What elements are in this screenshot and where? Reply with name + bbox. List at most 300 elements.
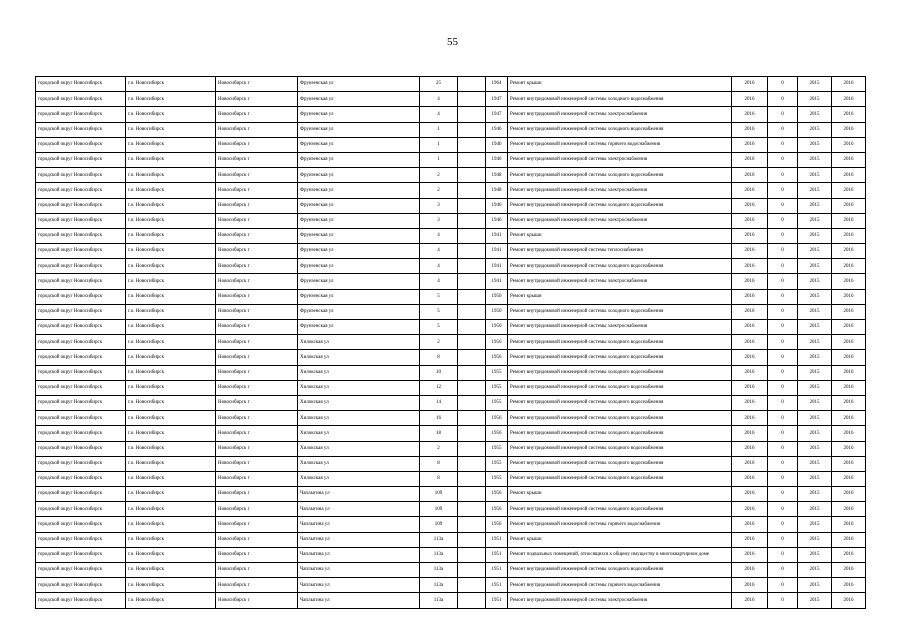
cell-street: Хилокская ул xyxy=(298,426,420,441)
cell-year-from: 2015 xyxy=(798,517,832,532)
cell-municipality: городской округ Новосибирск xyxy=(36,517,126,532)
cell-year-built: 1941 xyxy=(486,259,508,274)
cell-plan-year: 2016 xyxy=(732,487,768,502)
table-row xyxy=(36,122,866,137)
cell-building xyxy=(458,152,486,167)
table-row xyxy=(36,532,866,547)
cell-city: Новосибирск г xyxy=(216,92,298,107)
cell-work-type: Ремонт внутридомовой инженерной системы холодного водоснабжения xyxy=(508,380,732,395)
cell-municipality: городской округ Новосибирск xyxy=(36,152,126,167)
table-row xyxy=(36,395,866,410)
cell-plan-year: 2016 xyxy=(732,77,768,92)
cell-year-from: 2015 xyxy=(798,395,832,410)
cell-year-from: 2015 xyxy=(798,471,832,486)
cell-value: 0 xyxy=(768,502,798,517)
cell-year-to: 2016 xyxy=(832,122,866,137)
cell-year-to: 2016 xyxy=(832,213,866,228)
cell-street: Хилокская ул xyxy=(298,471,420,486)
cell-year-to: 2016 xyxy=(832,426,866,441)
cell-building xyxy=(458,335,486,350)
cell-district: г.о. Новосибирск xyxy=(126,152,216,167)
cell-district: г.о. Новосибирск xyxy=(126,304,216,319)
cell-work-type: Ремонт внутридомовой инженерной системы холодного водоснабжения xyxy=(508,350,732,365)
cell-street: Чаплыгина ул xyxy=(298,563,420,578)
cell-building xyxy=(458,168,486,183)
cell-house: 1 xyxy=(420,122,458,137)
cell-work-type: Ремонт крыши xyxy=(508,77,732,92)
cell-house: 113а xyxy=(420,593,458,608)
cell-year-to: 2016 xyxy=(832,411,866,426)
cell-house: 1 xyxy=(420,137,458,152)
cell-value: 0 xyxy=(768,228,798,243)
cell-house: 113а xyxy=(420,547,458,562)
cell-year-built: 1955 xyxy=(486,456,508,471)
cell-year-to: 2016 xyxy=(832,183,866,198)
cell-year-built: 1941 xyxy=(486,228,508,243)
cell-building xyxy=(458,502,486,517)
cell-building xyxy=(458,122,486,137)
cell-city: Новосибирск г xyxy=(216,563,298,578)
cell-house: 10 xyxy=(420,365,458,380)
cell-plan-year: 2016 xyxy=(732,92,768,107)
cell-house: 18 xyxy=(420,426,458,441)
cell-year-from: 2015 xyxy=(798,183,832,198)
table-row xyxy=(36,456,866,471)
cell-plan-year: 2016 xyxy=(732,547,768,562)
cell-plan-year: 2016 xyxy=(732,426,768,441)
cell-value: 0 xyxy=(768,122,798,137)
cell-district: г.о. Новосибирск xyxy=(126,471,216,486)
cell-plan-year: 2016 xyxy=(732,213,768,228)
cell-city: Новосибирск г xyxy=(216,304,298,319)
cell-year-to: 2016 xyxy=(832,365,866,380)
cell-city: Новосибирск г xyxy=(216,107,298,122)
cell-year-built: 1956 xyxy=(486,411,508,426)
cell-city: Новосибирск г xyxy=(216,137,298,152)
table-row xyxy=(36,563,866,578)
cell-street: Хилокская ул xyxy=(298,335,420,350)
cell-district: г.о. Новосибирск xyxy=(126,107,216,122)
cell-district: г.о. Новосибирск xyxy=(126,77,216,92)
cell-city: Новосибирск г xyxy=(216,350,298,365)
cell-house: 2 xyxy=(420,183,458,198)
table-row xyxy=(36,198,866,213)
table-row xyxy=(36,578,866,593)
cell-work-type: Ремонт внутридомовой инженерной системы электроснабжения xyxy=(508,183,732,198)
cell-municipality: городской округ Новосибирск xyxy=(36,183,126,198)
cell-year-built: 1950 xyxy=(486,304,508,319)
cell-year-to: 2016 xyxy=(832,395,866,410)
cell-year-from: 2015 xyxy=(798,213,832,228)
cell-street: Фрунзенская ул xyxy=(298,77,420,92)
cell-value: 0 xyxy=(768,547,798,562)
table-row xyxy=(36,228,866,243)
cell-municipality: городской округ Новосибирск xyxy=(36,441,126,456)
table-row xyxy=(36,593,866,608)
cell-city: Новосибирск г xyxy=(216,122,298,137)
cell-building xyxy=(458,380,486,395)
cell-year-built: 1946 xyxy=(486,122,508,137)
cell-city: Новосибирск г xyxy=(216,593,298,608)
cell-building xyxy=(458,320,486,335)
table-row xyxy=(36,471,866,486)
cell-work-type: Ремонт внутридомовой инженерной системы холодного водоснабжения xyxy=(508,122,732,137)
cell-district: г.о. Новосибирск xyxy=(126,411,216,426)
cell-district: г.о. Новосибирск xyxy=(126,213,216,228)
cell-year-from: 2015 xyxy=(798,563,832,578)
cell-plan-year: 2016 xyxy=(732,471,768,486)
cell-work-type: Ремонт крыши xyxy=(508,228,732,243)
cell-work-type: Ремонт крыши xyxy=(508,487,732,502)
cell-value: 0 xyxy=(768,152,798,167)
cell-municipality: городской округ Новосибирск xyxy=(36,547,126,562)
cell-plan-year: 2016 xyxy=(732,441,768,456)
cell-year-built: 1951 xyxy=(486,532,508,547)
cell-house: 5 xyxy=(420,320,458,335)
cell-municipality: городской округ Новосибирск xyxy=(36,122,126,137)
cell-year-from: 2015 xyxy=(798,77,832,92)
cell-value: 0 xyxy=(768,350,798,365)
cell-house: 2 xyxy=(420,335,458,350)
cell-district: г.о. Новосибирск xyxy=(126,502,216,517)
cell-value: 0 xyxy=(768,289,798,304)
table-row xyxy=(36,77,866,92)
cell-district: г.о. Новосибирск xyxy=(126,259,216,274)
cell-district: г.о. Новосибирск xyxy=(126,456,216,471)
cell-year-from: 2015 xyxy=(798,593,832,608)
cell-year-to: 2016 xyxy=(832,532,866,547)
cell-year-to: 2016 xyxy=(832,487,866,502)
cell-year-to: 2016 xyxy=(832,304,866,319)
cell-building xyxy=(458,259,486,274)
cell-plan-year: 2016 xyxy=(732,411,768,426)
cell-street: Чаплыгина ул xyxy=(298,517,420,532)
cell-district: г.о. Новосибирск xyxy=(126,92,216,107)
cell-value: 0 xyxy=(768,335,798,350)
cell-building xyxy=(458,228,486,243)
cell-municipality: городской округ Новосибирск xyxy=(36,380,126,395)
cell-building xyxy=(458,395,486,410)
cell-city: Новосибирск г xyxy=(216,456,298,471)
cell-building xyxy=(458,213,486,228)
cell-city: Новосибирск г xyxy=(216,517,298,532)
cell-year-from: 2015 xyxy=(798,228,832,243)
cell-building xyxy=(458,244,486,259)
cell-municipality: городской округ Новосибирск xyxy=(36,456,126,471)
cell-house: 12 xyxy=(420,380,458,395)
cell-year-to: 2016 xyxy=(832,578,866,593)
cell-year-from: 2015 xyxy=(798,532,832,547)
cell-work-type: Ремонт внутридомовой инженерной системы холодного водоснабжения xyxy=(508,198,732,213)
cell-building xyxy=(458,456,486,471)
cell-city: Новосибирск г xyxy=(216,152,298,167)
cell-year-built: 1956 xyxy=(486,517,508,532)
cell-building xyxy=(458,137,486,152)
cell-house: 4 xyxy=(420,92,458,107)
cell-year-from: 2015 xyxy=(798,274,832,289)
cell-plan-year: 2016 xyxy=(732,532,768,547)
cell-value: 0 xyxy=(768,487,798,502)
cell-year-from: 2015 xyxy=(798,92,832,107)
cell-year-to: 2016 xyxy=(832,563,866,578)
cell-city: Новосибирск г xyxy=(216,578,298,593)
cell-year-to: 2016 xyxy=(832,320,866,335)
cell-municipality: городской округ Новосибирск xyxy=(36,92,126,107)
cell-work-type: Ремонт внутридомовой инженерной системы электроснабжения xyxy=(508,152,732,167)
cell-year-built: 1964 xyxy=(486,77,508,92)
cell-house: 109 xyxy=(420,487,458,502)
cell-district: г.о. Новосибирск xyxy=(126,350,216,365)
cell-value: 0 xyxy=(768,304,798,319)
table-row xyxy=(36,365,866,380)
table-row xyxy=(36,137,866,152)
cell-city: Новосибирск г xyxy=(216,411,298,426)
cell-district: г.о. Новосибирск xyxy=(126,365,216,380)
cell-work-type: Ремонт внутридомовой инженерной системы горячего водоснабжения xyxy=(508,578,732,593)
cell-work-type: Ремонт внутридомовой инженерной системы холодного водоснабжения xyxy=(508,456,732,471)
cell-plan-year: 2016 xyxy=(732,335,768,350)
cell-work-type: Ремонт внутридомовой инженерной системы холодного водоснабжения xyxy=(508,441,732,456)
table-body xyxy=(36,77,866,609)
cell-year-from: 2015 xyxy=(798,547,832,562)
cell-municipality: городской округ Новосибирск xyxy=(36,532,126,547)
cell-municipality: городской округ Новосибирск xyxy=(36,304,126,319)
cell-district: г.о. Новосибирск xyxy=(126,137,216,152)
cell-work-type: Ремонт внутридомовой инженерной системы теплоснабжения xyxy=(508,244,732,259)
cell-street: Чаплыгина ул xyxy=(298,578,420,593)
cell-year-built: 1956 xyxy=(486,487,508,502)
cell-building xyxy=(458,289,486,304)
cell-plan-year: 2016 xyxy=(732,365,768,380)
cell-street: Фрунзенская ул xyxy=(298,244,420,259)
cell-city: Новосибирск г xyxy=(216,502,298,517)
cell-year-built: 1950 xyxy=(486,320,508,335)
cell-building xyxy=(458,350,486,365)
cell-street: Хилокская ул xyxy=(298,365,420,380)
cell-building xyxy=(458,77,486,92)
cell-year-built: 1956 xyxy=(486,335,508,350)
cell-year-from: 2015 xyxy=(798,335,832,350)
cell-city: Новосибирск г xyxy=(216,365,298,380)
cell-street: Фрунзенская ул xyxy=(298,228,420,243)
cell-value: 0 xyxy=(768,168,798,183)
cell-street: Фрунзенская ул xyxy=(298,168,420,183)
cell-year-to: 2016 xyxy=(832,471,866,486)
cell-value: 0 xyxy=(768,395,798,410)
cell-city: Новосибирск г xyxy=(216,244,298,259)
cell-city: Новосибирск г xyxy=(216,183,298,198)
cell-district: г.о. Новосибирск xyxy=(126,441,216,456)
table-row xyxy=(36,259,866,274)
cell-house: 113а xyxy=(420,578,458,593)
cell-plan-year: 2016 xyxy=(732,517,768,532)
cell-work-type: Ремонт внутридомовой инженерной системы холодного водоснабжения xyxy=(508,365,732,380)
cell-street: Фрунзенская ул xyxy=(298,198,420,213)
cell-work-type: Ремонт внутридомовой инженерной системы электроснабжения xyxy=(508,274,732,289)
table-row xyxy=(36,426,866,441)
cell-building xyxy=(458,593,486,608)
cell-year-built: 1955 xyxy=(486,441,508,456)
cell-plan-year: 2016 xyxy=(732,168,768,183)
cell-municipality: городской округ Новосибирск xyxy=(36,107,126,122)
cell-value: 0 xyxy=(768,274,798,289)
cell-municipality: городской округ Новосибирск xyxy=(36,411,126,426)
cell-city: Новосибирск г xyxy=(216,487,298,502)
cell-house: 2 xyxy=(420,441,458,456)
cell-work-type: Ремонт внутридомовой инженерной системы холодного водоснабжения xyxy=(508,304,732,319)
cell-value: 0 xyxy=(768,92,798,107)
cell-year-built: 1955 xyxy=(486,380,508,395)
cell-year-to: 2016 xyxy=(832,168,866,183)
cell-year-built: 1946 xyxy=(486,213,508,228)
cell-work-type: Ремонт внутридомовой инженерной системы холодного водоснабжения xyxy=(508,502,732,517)
cell-year-from: 2015 xyxy=(798,380,832,395)
cell-street: Фрунзенская ул xyxy=(298,289,420,304)
cell-year-from: 2015 xyxy=(798,244,832,259)
cell-year-built: 1956 xyxy=(486,350,508,365)
cell-year-from: 2015 xyxy=(798,441,832,456)
cell-building xyxy=(458,547,486,562)
cell-city: Новосибирск г xyxy=(216,471,298,486)
cell-value: 0 xyxy=(768,213,798,228)
cell-value: 0 xyxy=(768,456,798,471)
cell-street: Чаплыгина ул xyxy=(298,593,420,608)
cell-year-from: 2015 xyxy=(798,198,832,213)
cell-building xyxy=(458,517,486,532)
cell-year-from: 2015 xyxy=(798,320,832,335)
table-row xyxy=(36,487,866,502)
cell-plan-year: 2016 xyxy=(732,244,768,259)
page-number: 55 xyxy=(447,36,458,48)
table-row xyxy=(36,350,866,365)
cell-year-from: 2015 xyxy=(798,289,832,304)
cell-building xyxy=(458,274,486,289)
cell-city: Новосибирск г xyxy=(216,335,298,350)
cell-value: 0 xyxy=(768,426,798,441)
cell-building xyxy=(458,304,486,319)
cell-municipality: городской округ Новосибирск xyxy=(36,395,126,410)
cell-street: Хилокская ул xyxy=(298,411,420,426)
cell-house: 8 xyxy=(420,350,458,365)
cell-city: Новосибирск г xyxy=(216,274,298,289)
cell-street: Фрунзенская ул xyxy=(298,183,420,198)
cell-year-to: 2016 xyxy=(832,77,866,92)
cell-year-from: 2015 xyxy=(798,487,832,502)
cell-street: Хилокская ул xyxy=(298,350,420,365)
cell-building xyxy=(458,92,486,107)
cell-house: 25 xyxy=(420,77,458,92)
cell-value: 0 xyxy=(768,183,798,198)
cell-year-to: 2016 xyxy=(832,517,866,532)
cell-house: 113а xyxy=(420,563,458,578)
cell-year-to: 2016 xyxy=(832,456,866,471)
cell-district: г.о. Новосибирск xyxy=(126,395,216,410)
cell-house: 8 xyxy=(420,456,458,471)
cell-house: 2 xyxy=(420,168,458,183)
cell-plan-year: 2016 xyxy=(732,107,768,122)
cell-municipality: городской округ Новосибирск xyxy=(36,198,126,213)
cell-street: Чаплыгина ул xyxy=(298,502,420,517)
table-row xyxy=(36,168,866,183)
cell-house: 5 xyxy=(420,289,458,304)
cell-plan-year: 2016 xyxy=(732,350,768,365)
cell-year-to: 2016 xyxy=(832,350,866,365)
cell-street: Фрунзенская ул xyxy=(298,304,420,319)
cell-city: Новосибирск г xyxy=(216,213,298,228)
table-row xyxy=(36,411,866,426)
cell-year-built: 1946 xyxy=(486,198,508,213)
cell-year-from: 2015 xyxy=(798,304,832,319)
cell-year-to: 2016 xyxy=(832,259,866,274)
cell-city: Новосибирск г xyxy=(216,228,298,243)
cell-year-to: 2016 xyxy=(832,380,866,395)
cell-city: Новосибирск г xyxy=(216,198,298,213)
cell-street: Фрунзенская ул xyxy=(298,259,420,274)
cell-work-type: Ремонт внутридомовой инженерной системы холодного водоснабжения xyxy=(508,426,732,441)
cell-value: 0 xyxy=(768,441,798,456)
table-row xyxy=(36,517,866,532)
cell-city: Новосибирск г xyxy=(216,395,298,410)
cell-value: 0 xyxy=(768,532,798,547)
cell-value: 0 xyxy=(768,471,798,486)
cell-district: г.о. Новосибирск xyxy=(126,517,216,532)
cell-building xyxy=(458,532,486,547)
cell-work-type: Ремонт внутридомовой инженерной системы холодного водоснабжения xyxy=(508,411,732,426)
cell-district: г.о. Новосибирск xyxy=(126,487,216,502)
cell-year-built: 1955 xyxy=(486,471,508,486)
cell-house: 4 xyxy=(420,274,458,289)
cell-year-from: 2015 xyxy=(798,152,832,167)
cell-plan-year: 2016 xyxy=(732,304,768,319)
cell-work-type: Ремонт внутридомовой инженерной системы горячего водоснабжения xyxy=(508,517,732,532)
cell-city: Новосибирск г xyxy=(216,289,298,304)
cell-value: 0 xyxy=(768,365,798,380)
cell-year-from: 2015 xyxy=(798,137,832,152)
cell-district: г.о. Новосибирск xyxy=(126,320,216,335)
cell-year-to: 2016 xyxy=(832,152,866,167)
cell-year-from: 2015 xyxy=(798,259,832,274)
cell-district: г.о. Новосибирск xyxy=(126,593,216,608)
cell-municipality: городской округ Новосибирск xyxy=(36,259,126,274)
cell-year-built: 1941 xyxy=(486,244,508,259)
cell-building xyxy=(458,441,486,456)
cell-year-from: 2015 xyxy=(798,411,832,426)
cell-district: г.о. Новосибирск xyxy=(126,335,216,350)
cell-municipality: городской округ Новосибирск xyxy=(36,244,126,259)
cell-plan-year: 2016 xyxy=(732,289,768,304)
cell-building xyxy=(458,411,486,426)
cell-year-from: 2015 xyxy=(798,502,832,517)
cell-value: 0 xyxy=(768,578,798,593)
cell-work-type: Ремонт внутридомовой инженерной системы холодного водоснабжения xyxy=(508,395,732,410)
cell-plan-year: 2016 xyxy=(732,502,768,517)
cell-municipality: городской округ Новосибирск xyxy=(36,228,126,243)
cell-municipality: городской округ Новосибирск xyxy=(36,289,126,304)
cell-street: Чаплыгина ул xyxy=(298,532,420,547)
cell-municipality: городской округ Новосибирск xyxy=(36,168,126,183)
cell-plan-year: 2016 xyxy=(732,198,768,213)
cell-building xyxy=(458,107,486,122)
repair-schedule-table xyxy=(35,76,866,609)
cell-street: Фрунзенская ул xyxy=(298,92,420,107)
cell-work-type: Ремонт крыши xyxy=(508,532,732,547)
cell-city: Новосибирск г xyxy=(216,547,298,562)
cell-street: Фрунзенская ул xyxy=(298,122,420,137)
table-row xyxy=(36,547,866,562)
table-row xyxy=(36,92,866,107)
cell-house: 109 xyxy=(420,517,458,532)
cell-municipality: городской округ Новосибирск xyxy=(36,563,126,578)
